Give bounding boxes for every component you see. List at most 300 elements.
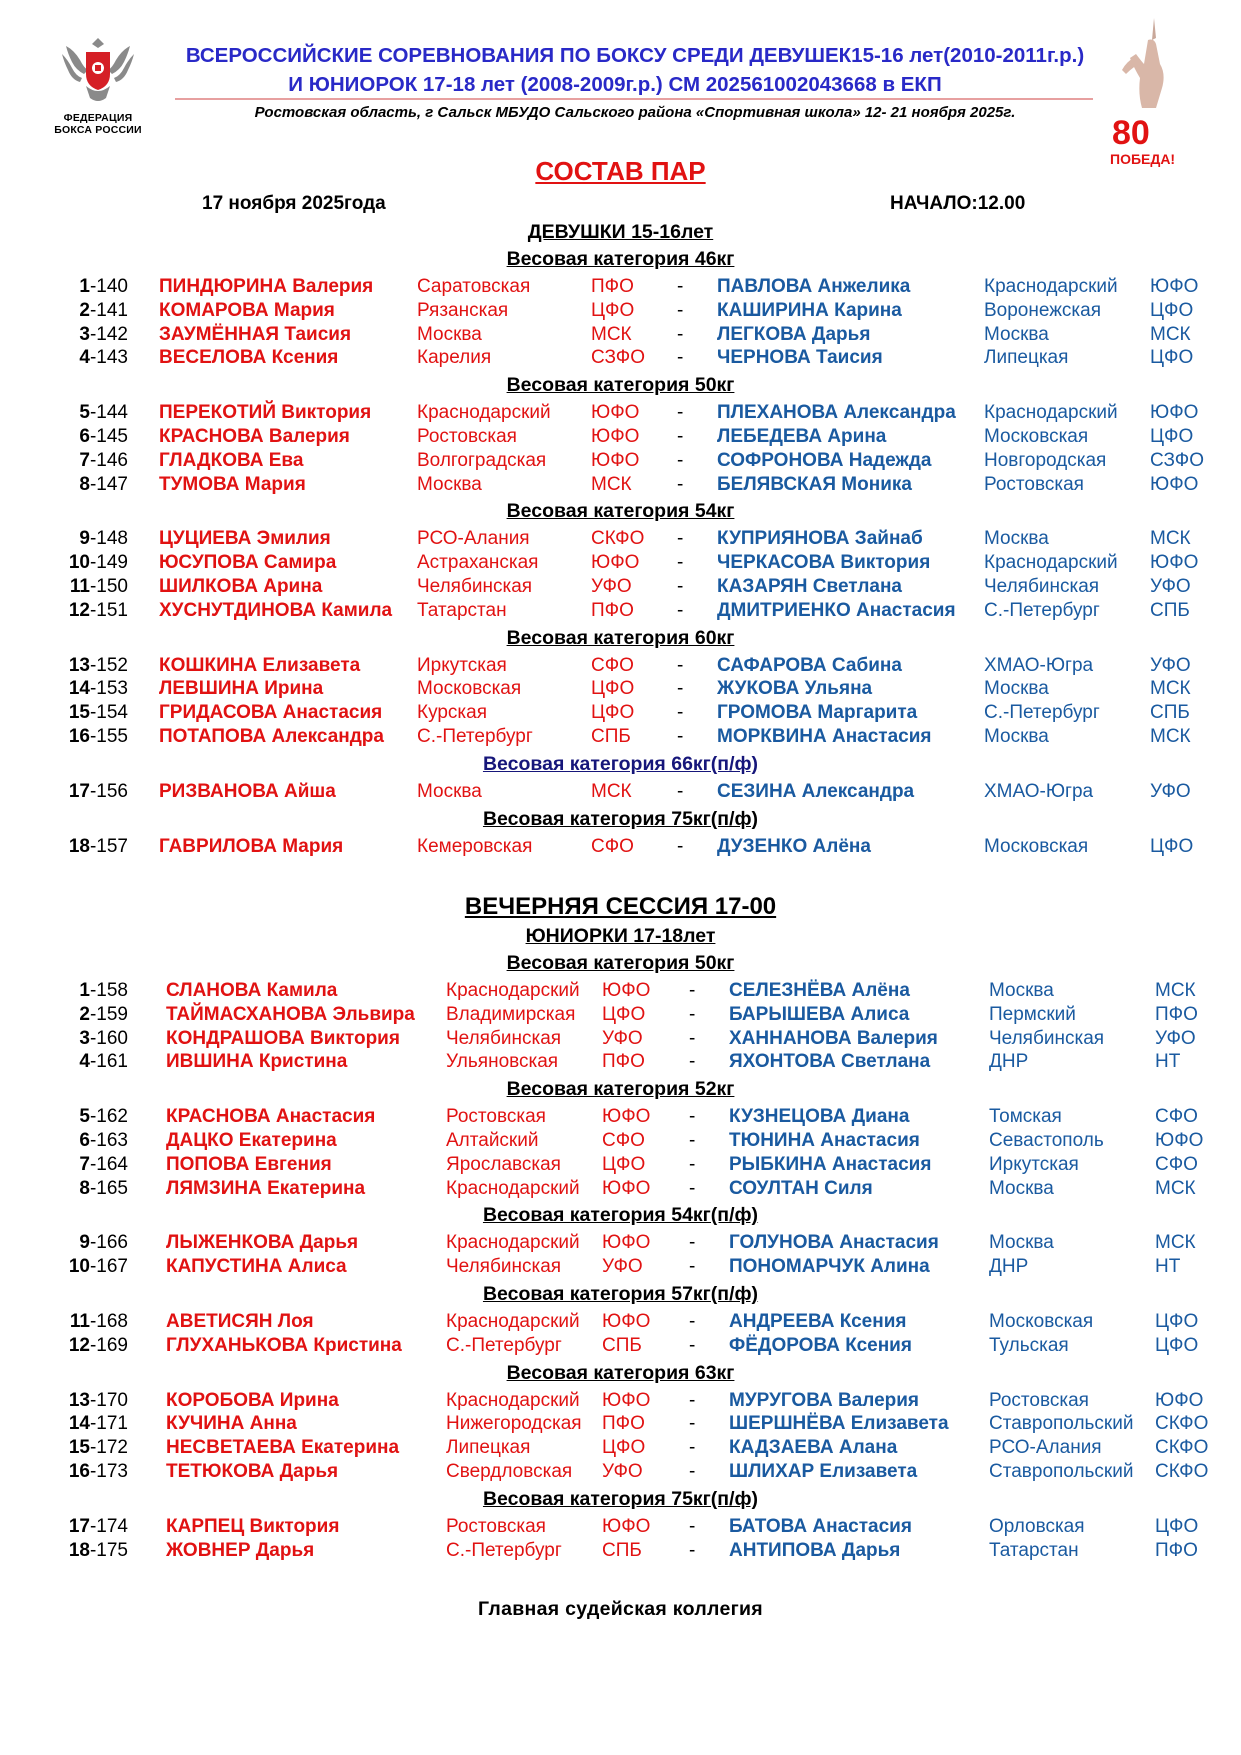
red-fighter-name: КОМАРОВА Мария	[159, 299, 335, 321]
bout-number	[38, 1004, 128, 1026]
red-fighter-name: ПОТАПОВА Александра	[159, 726, 384, 747]
eagle-icon	[58, 28, 138, 108]
red-fighter-district: МСК	[591, 473, 632, 495]
red-fighter-name: ТЕТЮКОВА Дарья	[166, 1461, 339, 1482]
bout-row	[0, 1004, 1241, 1030]
blue-fighter-name: ЛЕБЕДЕВА Арина	[717, 426, 887, 447]
red-fighter-district: ЦФО	[591, 299, 635, 321]
red-fighter-district: ЦФО	[602, 1153, 646, 1175]
bout-number	[38, 600, 128, 622]
red-fighter-district: ЮФО	[602, 1177, 651, 1199]
bout-number	[38, 300, 128, 322]
red-fighter-region: Владимирская	[446, 1003, 576, 1025]
bout-row	[0, 1106, 1241, 1132]
blue-fighter-district: СПБ	[1150, 702, 1190, 724]
group-heading-juniors-text: ЮНИОРКИ 17-18лет	[525, 925, 716, 947]
bout-id: -147	[89, 473, 128, 495]
bout-row	[0, 1437, 1241, 1463]
red-fighter-district: ЮФО	[602, 980, 651, 1001]
blue-fighter-name: ЯХОНТОВА Светлана	[729, 1051, 931, 1073]
red-fighter-district: СПБ	[602, 1334, 642, 1356]
red-fighter-name: ИВШИНА Кристина	[166, 1051, 348, 1073]
blue-fighter-district: УФО	[1155, 1027, 1196, 1049]
blue-fighter-district: СФО	[1155, 1153, 1198, 1175]
blue-fighter-name: ЧЕРНОВА Таисия	[717, 347, 883, 369]
bout-id: -159	[89, 1003, 128, 1025]
red-fighter-region: Алтайский	[446, 1130, 539, 1151]
bout-id: -166	[89, 1232, 128, 1254]
vs-dash: -	[689, 1027, 696, 1049]
blue-fighter-name: ГОЛУНОВА Анастасия	[729, 1232, 939, 1254]
weight-category-heading	[0, 1204, 1241, 1227]
bout-number	[38, 1106, 128, 1128]
bout-order: 18	[68, 1539, 90, 1561]
blue-fighter-district: МСК	[1150, 726, 1191, 747]
vs-dash: -	[689, 1106, 696, 1128]
blue-fighter-region: Ростовская	[984, 473, 1084, 495]
vs-dash: -	[677, 576, 684, 597]
blue-fighter-district: ЦФО	[1150, 426, 1194, 447]
bout-order: 1	[79, 276, 90, 297]
blue-fighter-district: ЦФО	[1155, 1515, 1199, 1537]
bout-row	[0, 1028, 1241, 1054]
weight-category-heading	[0, 627, 1241, 650]
blue-fighter-district: МСК	[1150, 323, 1191, 345]
bout-row	[0, 836, 1241, 862]
blue-fighter-region: Москва	[984, 323, 1049, 345]
vs-dash: -	[689, 1130, 696, 1151]
red-fighter-name: ЦУЦИЕВА Эмилия	[159, 528, 331, 550]
blue-fighter-district: ЮФО	[1150, 552, 1199, 574]
federation-emblem	[52, 28, 144, 136]
red-fighter-district: СФО	[602, 1130, 645, 1151]
bout-row	[0, 1232, 1241, 1258]
red-fighter-district: СКФО	[591, 528, 645, 550]
bout-order: 17	[68, 780, 90, 802]
blue-fighter-name: РЫБКИНА Анастасия	[729, 1153, 932, 1175]
bout-number	[38, 1154, 128, 1176]
bout-number	[38, 655, 128, 677]
bout-row	[0, 1413, 1241, 1439]
red-fighter-region: Ростовская	[446, 1515, 546, 1537]
vs-dash: -	[689, 1413, 696, 1435]
red-fighter-region: Саратовская	[417, 276, 531, 297]
blue-fighter-name: ПАВЛОВА Анжелика	[717, 276, 911, 297]
bout-number	[38, 576, 128, 598]
blue-fighter-name: ЖУКОВА Ульяна	[717, 678, 873, 700]
bout-row	[0, 426, 1241, 452]
bout-id: -172	[89, 1437, 128, 1459]
blue-fighter-name: ПЛЕХАНОВА Александра	[717, 402, 956, 424]
blue-fighter-name: ТЮНИНА Анастасия	[729, 1130, 920, 1151]
bout-number	[38, 1461, 128, 1483]
bout-id: -153	[89, 678, 128, 700]
vs-dash: -	[677, 276, 684, 297]
blue-fighter-name: СОФРОНОВА Надежда	[717, 449, 932, 471]
blue-fighter-district: ПФО	[1155, 1539, 1198, 1561]
blue-fighter-district: НТ	[1155, 1051, 1181, 1073]
weight-category-heading	[0, 753, 1241, 776]
weight-category-heading-text: Весовая категория 75кг(п/ф)	[482, 807, 759, 830]
bout-order: 7	[79, 1153, 90, 1175]
red-fighter-region: Свердловская	[446, 1461, 573, 1482]
blue-fighter-name: БЕЛЯВСКАЯ Моника	[717, 473, 912, 495]
blue-fighter-region: ДНР	[989, 1256, 1029, 1278]
bout-row	[0, 655, 1241, 681]
red-fighter-district: МСК	[591, 323, 632, 345]
red-fighter-name: ГЛУХАНЬКОВА Кристина	[166, 1334, 402, 1356]
blue-fighter-name: ХАННАНОВА Валерия	[729, 1027, 938, 1049]
date-label: 17 ноября 2025года	[202, 193, 386, 214]
vs-dash: -	[677, 473, 684, 495]
blue-fighter-region: С.-Петербург	[984, 599, 1100, 621]
bout-row	[0, 1130, 1241, 1156]
blue-fighter-region: Липецкая	[984, 347, 1069, 369]
red-fighter-name: ПЕРЕКОТИЙ Виктория	[159, 402, 372, 424]
bout-id: -161	[89, 1051, 128, 1073]
blue-fighter-district: УФО	[1150, 654, 1191, 676]
red-fighter-name: КРАСНОВА Анастасия	[166, 1106, 376, 1128]
blue-fighter-region: РСО-Алания	[989, 1437, 1102, 1459]
bout-order: 14	[68, 678, 90, 700]
bout-number	[38, 552, 128, 574]
bout-order: 15	[68, 1437, 90, 1459]
blue-fighter-region: Краснодарский	[984, 402, 1118, 424]
red-fighter-region: РСО-Алания	[417, 528, 530, 550]
red-fighter-region: Челябинская	[417, 576, 533, 597]
vs-dash: -	[689, 1515, 696, 1537]
red-fighter-region: С.-Петербург	[446, 1334, 562, 1356]
bout-id: -149	[89, 552, 128, 574]
red-fighter-name: ДАЦКО Екатерина	[166, 1130, 337, 1151]
red-fighter-name: КАПУСТИНА Алиса	[166, 1256, 347, 1278]
bout-order: 13	[68, 1389, 90, 1411]
bout-id: -163	[89, 1130, 128, 1151]
blue-fighter-name: КУЗНЕЦОВА Диана	[729, 1106, 910, 1128]
red-fighter-district: МСК	[591, 780, 632, 802]
bout-order: 3	[79, 323, 90, 345]
blue-fighter-district: ЦФО	[1150, 299, 1194, 321]
bout-id: -140	[89, 276, 128, 297]
red-fighter-region: Астраханская	[417, 552, 539, 574]
red-fighter-district: ПФО	[591, 276, 634, 297]
bout-row	[0, 276, 1241, 302]
bout-id: -156	[89, 780, 128, 802]
blue-fighter-name: ДУЗЕНКО Алёна	[717, 835, 871, 857]
bout-order: 12	[68, 599, 90, 621]
vs-dash: -	[689, 1389, 696, 1411]
blue-fighter-district: ЮФО	[1155, 1389, 1204, 1411]
blue-fighter-name: БАТОВА Анастасия	[729, 1515, 912, 1537]
blue-fighter-district: МСК	[1150, 678, 1191, 700]
bout-order: 1	[79, 980, 90, 1001]
red-fighter-name: ГЛАДКОВА Ева	[159, 449, 304, 471]
weight-category-heading	[0, 500, 1241, 523]
blue-fighter-district: МСК	[1150, 528, 1191, 550]
red-fighter-district: СЗФО	[591, 347, 645, 369]
vs-dash: -	[677, 449, 684, 471]
bout-id: -155	[89, 726, 128, 747]
red-fighter-region: Карелия	[417, 347, 492, 369]
blue-fighter-district: ЮФО	[1155, 1130, 1204, 1151]
vs-dash: -	[677, 726, 684, 747]
header-line-3: Ростовская область, г Сальск МБУДО Сальского района «Спортивная школа» 12- 21 ноября 2025г.	[254, 104, 1016, 121]
red-fighter-district: СФО	[591, 835, 634, 857]
red-fighter-region: Ростовская	[446, 1106, 546, 1128]
red-fighter-name: ПОПОВА Евгения	[166, 1153, 332, 1175]
blue-fighter-region: Пермский	[989, 1003, 1076, 1025]
vs-dash: -	[677, 299, 684, 321]
red-fighter-district: ЦФО	[591, 702, 635, 724]
bout-row	[0, 1516, 1241, 1542]
evening-session-heading	[0, 893, 1241, 921]
blue-fighter-name: ДМИТРИЕНКО Анастасия	[717, 599, 956, 621]
blue-fighter-name: ЧЕРКАСОВА Виктория	[717, 552, 931, 574]
blue-fighter-name: ШЛИХАР Елизавета	[729, 1461, 918, 1482]
blue-fighter-district: УФО	[1150, 780, 1191, 802]
red-fighter-region: Московская	[417, 678, 522, 700]
blue-fighter-district: ПФО	[1155, 1003, 1198, 1025]
red-fighter-name: ПИНДЮРИНА Валерия	[159, 276, 374, 297]
bout-number	[38, 1130, 128, 1152]
red-fighter-district: ЮФО	[602, 1232, 651, 1254]
bout-id: -158	[89, 980, 128, 1001]
blue-fighter-district: ЦФО	[1155, 1334, 1199, 1356]
bout-number	[38, 474, 128, 496]
red-fighter-region: Краснодарский	[446, 1232, 580, 1254]
vs-dash: -	[689, 1437, 696, 1459]
bout-order: 6	[79, 1130, 90, 1151]
bout-number	[38, 1516, 128, 1538]
blue-fighter-district: ЦФО	[1155, 1311, 1199, 1332]
bout-id: -142	[89, 323, 128, 345]
red-fighter-name: КОШКИНА Елизавета	[159, 654, 361, 676]
blue-fighter-district: ЮФО	[1150, 276, 1199, 297]
red-fighter-name: ШИЛКОВА Арина	[159, 576, 323, 597]
blue-fighter-region: Московская	[984, 426, 1089, 447]
bout-number	[38, 1413, 128, 1435]
bout-row	[0, 781, 1241, 807]
red-fighter-region: Челябинская	[446, 1256, 562, 1278]
weight-category-heading	[0, 1488, 1241, 1511]
bout-id: -167	[89, 1256, 128, 1278]
bout-id: -146	[89, 449, 128, 471]
bout-id: -145	[89, 426, 128, 447]
red-fighter-name: КОРОБОВА Ирина	[166, 1389, 339, 1411]
red-fighter-district: ПФО	[602, 1051, 645, 1073]
weight-category-heading-text: Весовая категория 50кг	[506, 952, 735, 974]
blue-fighter-region: Ростовская	[989, 1389, 1089, 1411]
bout-id: -154	[89, 702, 128, 724]
bout-number	[38, 402, 128, 424]
bout-row	[0, 678, 1241, 704]
blue-fighter-district: СЗФО	[1150, 449, 1204, 471]
weight-category-heading	[0, 1283, 1241, 1306]
bout-id: -151	[89, 599, 128, 621]
blue-fighter-region: Ставропольский	[989, 1413, 1134, 1435]
bout-number	[38, 1540, 128, 1562]
vs-dash: -	[677, 402, 684, 424]
blue-fighter-region: Челябинская	[984, 576, 1100, 597]
weight-category-heading-text: Весовая категория 52кг	[506, 1078, 735, 1101]
blue-fighter-region: С.-Петербург	[984, 702, 1100, 724]
red-fighter-district: УФО	[591, 576, 632, 597]
blue-fighter-name: МОРКВИНА Анастасия	[717, 726, 932, 747]
bout-id: -143	[89, 347, 128, 369]
weight-category-heading	[0, 952, 1241, 975]
red-fighter-region: Липецкая	[446, 1437, 531, 1459]
red-fighter-region: Краснодарский	[417, 402, 551, 424]
bout-id: -164	[89, 1153, 128, 1175]
bout-order: 12	[68, 1334, 90, 1356]
evening-session-heading-text: ВЕЧЕРНЯЯ СЕССИЯ 17-00	[464, 893, 777, 920]
blue-fighter-district: СПБ	[1150, 599, 1190, 621]
blue-fighter-region: Москва	[989, 1232, 1054, 1254]
blue-fighter-name: САФАРОВА Сабина	[717, 654, 902, 676]
red-fighter-region: Волгоградская	[417, 449, 547, 471]
logo-number: 80	[1112, 114, 1150, 152]
red-fighter-name: КОНДРАШОВА Виктория	[166, 1027, 400, 1049]
vs-dash: -	[677, 552, 684, 574]
bout-order: 18	[68, 835, 90, 857]
header-line-2: И ЮНИОРОК 17-18 лет (2008-2009г.р.) СМ 202561002043668 в ЕКП	[288, 73, 942, 96]
red-fighter-region: Ульяновская	[446, 1051, 559, 1073]
red-fighter-region: Краснодарский	[446, 1177, 580, 1199]
page-title: СОСТАВ ПАР	[535, 156, 706, 186]
bout-number	[38, 702, 128, 724]
bout-id: -162	[89, 1106, 128, 1128]
red-fighter-region: Ростовская	[417, 426, 517, 447]
red-fighter-region: Краснодарский	[446, 1389, 580, 1411]
vs-dash: -	[689, 980, 696, 1001]
motherland-statue-icon	[1106, 16, 1188, 176]
vs-dash: -	[677, 599, 684, 621]
bout-row	[0, 474, 1241, 500]
red-fighter-name: ЮСУПОВА Самира	[159, 552, 337, 574]
bout-order: 5	[79, 1106, 90, 1128]
bout-id: -144	[89, 402, 128, 424]
bout-order: 2	[79, 299, 90, 321]
bout-id: -157	[89, 835, 128, 857]
bout-order: 10	[68, 1256, 90, 1278]
red-fighter-name: ЛЕВШИНА Ирина	[159, 678, 324, 700]
bout-row	[0, 1311, 1241, 1337]
blue-fighter-name: ПОНОМАРЧУК Алина	[729, 1256, 930, 1278]
vs-dash: -	[689, 1256, 696, 1278]
weight-category-heading	[0, 808, 1241, 831]
red-fighter-region: Москва	[417, 323, 482, 345]
red-fighter-district: ЮФО	[591, 426, 640, 447]
vs-dash: -	[677, 654, 684, 676]
federation-caption-line1: ФЕДЕРАЦИЯ	[63, 112, 133, 124]
red-fighter-name: ВЕСЕЛОВА Ксения	[159, 347, 339, 369]
bout-order: 9	[79, 528, 90, 550]
vs-dash: -	[689, 1003, 696, 1025]
vs-dash: -	[689, 1461, 696, 1482]
blue-fighter-region: Ставропольский	[989, 1461, 1134, 1482]
weight-category-heading	[0, 374, 1241, 397]
bout-id: -165	[89, 1177, 128, 1199]
red-fighter-district: СФО	[591, 654, 634, 676]
red-fighter-district: ЮФО	[602, 1515, 651, 1537]
group-heading-girls-text: ДЕВУШКИ 15-16лет	[527, 221, 714, 243]
blue-fighter-region: Севастополь	[989, 1130, 1104, 1151]
red-fighter-region: Москва	[417, 473, 482, 495]
blue-fighter-name: СЕЗИНА Александра	[717, 780, 915, 802]
bout-number	[38, 1335, 128, 1357]
bout-order: 15	[68, 702, 90, 724]
red-fighter-name: ХУСНУТДИНОВА Камила	[159, 599, 393, 621]
blue-fighter-region: Орловская	[989, 1515, 1085, 1537]
blue-fighter-district: МСК	[1155, 1232, 1196, 1254]
red-fighter-district: УФО	[602, 1256, 643, 1278]
group-heading-juniors	[0, 925, 1241, 948]
blue-fighter-district: ЮФО	[1150, 473, 1199, 495]
red-fighter-region: Курская	[417, 702, 488, 724]
bout-number	[38, 726, 128, 748]
bout-row	[0, 528, 1241, 554]
bout-number	[38, 1178, 128, 1200]
red-fighter-district: ЦФО	[602, 1437, 646, 1459]
red-fighter-district: ЮФО	[602, 1106, 651, 1128]
bout-row	[0, 347, 1241, 373]
bout-row	[0, 552, 1241, 578]
bout-order: 16	[68, 726, 90, 747]
blue-fighter-region: Челябинская	[989, 1027, 1105, 1049]
blue-fighter-region: Московская	[984, 835, 1089, 857]
red-fighter-district: СПБ	[591, 726, 631, 747]
blue-fighter-region: ДНР	[989, 1051, 1029, 1073]
weight-category-heading-text: Весовая категория 54кг	[506, 500, 735, 523]
bout-number	[38, 1256, 128, 1278]
bout-number	[38, 678, 128, 700]
red-fighter-name: КАРПЕЦ Виктория	[166, 1515, 340, 1537]
blue-fighter-region: Тульская	[989, 1334, 1069, 1356]
red-fighter-region: Краснодарский	[446, 1311, 580, 1332]
bout-row	[0, 1461, 1241, 1487]
red-fighter-district: УФО	[602, 1027, 643, 1049]
bout-number	[38, 1390, 128, 1412]
red-fighter-region: Татарстан	[417, 599, 507, 621]
red-fighter-district: ПФО	[591, 599, 634, 621]
bout-id: -141	[89, 299, 128, 321]
bout-number	[38, 781, 128, 803]
bout-row	[0, 300, 1241, 326]
weight-category-heading-text: Весовая категория 66кг(п/ф)	[482, 752, 759, 775]
vs-dash: -	[689, 1232, 696, 1254]
federation-caption-line2: БОКСА РОССИИ	[54, 124, 142, 136]
bout-id: -168	[89, 1311, 128, 1332]
vs-dash: -	[677, 780, 684, 802]
blue-fighter-district: ЦФО	[1150, 835, 1194, 857]
weight-category-heading-text: Весовая категория 57кг(п/ф)	[482, 1283, 759, 1305]
vs-dash: -	[689, 1334, 696, 1356]
bout-order: 3	[79, 1027, 90, 1049]
weight-category-heading-text: Весовая категория 50кг	[506, 374, 735, 397]
blue-fighter-district: СФО	[1155, 1106, 1198, 1128]
red-fighter-region: Нижегородская	[446, 1413, 582, 1435]
red-fighter-district: ПФО	[602, 1413, 645, 1435]
bout-row	[0, 1390, 1241, 1416]
weight-category-heading-text: Весовая категория 54кг(п/ф)	[482, 1204, 759, 1227]
weight-category-heading-text: Весовая категория 75кг(п/ф)	[482, 1487, 759, 1510]
bout-row	[0, 1154, 1241, 1180]
blue-fighter-name: АНДРЕЕВА Ксения	[729, 1311, 907, 1332]
bout-order: 6	[79, 426, 90, 447]
blue-fighter-district: СКФО	[1155, 1461, 1209, 1482]
bout-number	[38, 450, 128, 472]
red-fighter-name: ТАЙМАСХАНОВА Эльвира	[166, 1003, 415, 1025]
